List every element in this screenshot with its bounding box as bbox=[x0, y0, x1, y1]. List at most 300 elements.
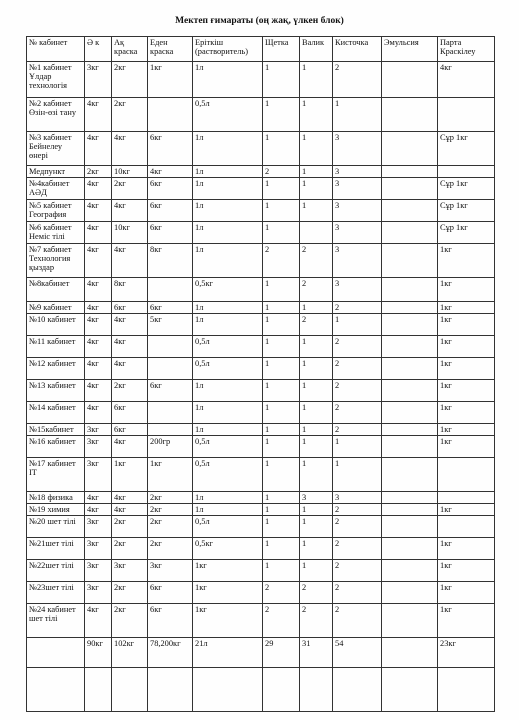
cell-desk-paint: 1кг bbox=[438, 436, 495, 458]
cell-roller: 1 bbox=[300, 98, 333, 132]
cell-desk-paint: 1кг bbox=[438, 314, 495, 336]
cell-white-paint: 2кг bbox=[112, 178, 148, 200]
cell-emulsion bbox=[382, 358, 438, 380]
cell-roller: 1 bbox=[300, 458, 333, 492]
cell-solvent: 1л bbox=[193, 200, 263, 222]
cell-brush: 29 bbox=[263, 638, 300, 668]
cell-cabinet: №24 кабинет шет тілі bbox=[27, 604, 85, 638]
table-row bbox=[27, 560, 495, 582]
cell-cabinet: №7 кабинет Технология қыздар bbox=[27, 244, 85, 278]
cell-emulsion bbox=[382, 98, 438, 132]
cell-floor-paint: 2кг bbox=[148, 516, 193, 538]
cell-solvent: 1л bbox=[193, 62, 263, 98]
cell-solvent: 1л bbox=[193, 424, 263, 436]
cell-cabinet: №18 физика bbox=[27, 492, 85, 504]
cell-emulsion bbox=[382, 638, 438, 668]
cell-floor-paint bbox=[148, 424, 193, 436]
cell-roller: 1 bbox=[300, 302, 333, 314]
cell-roller: 1 bbox=[300, 200, 333, 222]
cell-brush: 1 bbox=[263, 380, 300, 402]
table-row bbox=[27, 424, 495, 436]
cell-desk-paint bbox=[438, 492, 495, 504]
cell-cabinet: №16 кабинет bbox=[27, 436, 85, 458]
cell-cabinet: №19 химия bbox=[27, 504, 85, 516]
cell-brush: 1 bbox=[263, 62, 300, 98]
cell-paintbrush: 2 bbox=[333, 302, 382, 314]
cell-brush: 1 bbox=[263, 178, 300, 200]
cell-white-paint: 6кг bbox=[112, 424, 148, 436]
cell-white-paint: 4кг bbox=[112, 358, 148, 380]
cell-floor-paint: 6кг bbox=[148, 604, 193, 638]
header-solvent: Еріткіш (растворитель) bbox=[193, 37, 263, 62]
cell-brush: 1 bbox=[263, 538, 300, 560]
cell-white-paint: 10кг bbox=[112, 222, 148, 244]
cell-cabinet: №23шет тілі bbox=[27, 582, 85, 604]
table-row bbox=[27, 336, 495, 358]
cell-white-paint: 2кг bbox=[112, 604, 148, 638]
cell-ak: 4кг bbox=[85, 200, 112, 222]
cell-white-paint: 1кг bbox=[112, 458, 148, 492]
cell-solvent: 0,5л bbox=[193, 436, 263, 458]
inventory-table bbox=[26, 36, 495, 712]
cell-roller: 2 bbox=[300, 604, 333, 638]
cell-ak: 3кг bbox=[85, 538, 112, 560]
cell-cabinet: №17 кабинет IT bbox=[27, 458, 85, 492]
cell-solvent: 1кг bbox=[193, 604, 263, 638]
cell-emulsion bbox=[382, 504, 438, 516]
cell-paintbrush: 2 bbox=[333, 380, 382, 402]
cell-white-paint: 6кг bbox=[112, 402, 148, 424]
cell-ak: 4кг bbox=[85, 244, 112, 278]
cell-desk-paint: 1кг bbox=[438, 278, 495, 302]
cell-roller: 2 bbox=[300, 244, 333, 278]
cell-white-paint: 102кг bbox=[112, 638, 148, 668]
cell-floor-paint: 6кг bbox=[148, 222, 193, 244]
table-row bbox=[27, 458, 495, 492]
cell-desk-paint: 23кг bbox=[438, 638, 495, 668]
cell-floor-paint: 4кг bbox=[148, 166, 193, 178]
cell-floor-paint: 6кг bbox=[148, 178, 193, 200]
cell-ak: 4кг bbox=[85, 492, 112, 504]
cell-emulsion bbox=[382, 62, 438, 98]
cell-solvent: 0,5л bbox=[193, 516, 263, 538]
cell-white-paint: 4кг bbox=[112, 492, 148, 504]
cell-solvent: 1л bbox=[193, 302, 263, 314]
cell-roller: 1 bbox=[300, 62, 333, 98]
cell-brush: 1 bbox=[263, 314, 300, 336]
cell-roller: 2 bbox=[300, 314, 333, 336]
cell-ak: 4кг bbox=[85, 336, 112, 358]
cell-ak: 3кг bbox=[85, 436, 112, 458]
cell-desk-paint bbox=[438, 668, 495, 712]
cell-roller: 1 bbox=[300, 178, 333, 200]
cell-roller: 1 bbox=[300, 504, 333, 516]
cell-ak: 4кг bbox=[85, 604, 112, 638]
cell-white-paint: 10кг bbox=[112, 166, 148, 178]
cell-paintbrush: 2 bbox=[333, 336, 382, 358]
cell-cabinet: №2 кабинет Өзін-өзі тану bbox=[27, 98, 85, 132]
cell-ak: 3кг bbox=[85, 516, 112, 538]
table-row bbox=[27, 492, 495, 504]
cell-brush: 1 bbox=[263, 458, 300, 492]
cell-ak: 4кг bbox=[85, 278, 112, 302]
header-paintbrush: Кисточка bbox=[333, 37, 382, 62]
cell-white-paint: 2кг bbox=[112, 538, 148, 560]
cell-paintbrush: 3 bbox=[333, 492, 382, 504]
cell-white-paint bbox=[112, 668, 148, 712]
cell-cabinet: №9 кабинет bbox=[27, 302, 85, 314]
cell-desk-paint: 1кг bbox=[438, 380, 495, 402]
cell-floor-paint bbox=[148, 668, 193, 712]
cell-ak: 4кг bbox=[85, 504, 112, 516]
cell-paintbrush: 1 bbox=[333, 314, 382, 336]
cell-cabinet: №14 кабинет bbox=[27, 402, 85, 424]
cell-cabinet: №13 кабинет bbox=[27, 380, 85, 402]
cell-brush: 1 bbox=[263, 504, 300, 516]
cell-roller: 1 bbox=[300, 402, 333, 424]
cell-ak: 4кг bbox=[85, 314, 112, 336]
cell-floor-paint: 6кг bbox=[148, 302, 193, 314]
cell-solvent: 1л bbox=[193, 244, 263, 278]
cell-floor-paint: 200гр bbox=[148, 436, 193, 458]
cell-solvent: 1л bbox=[193, 380, 263, 402]
cell-desk-paint: Сұр 1кг bbox=[438, 222, 495, 244]
header-white-paint: Ақ краска bbox=[112, 37, 148, 62]
cell-brush: 2 bbox=[263, 582, 300, 604]
cell-roller: 1 bbox=[300, 538, 333, 560]
cell-white-paint: 2кг bbox=[112, 98, 148, 132]
table-row bbox=[27, 302, 495, 314]
cell-solvent: 1кг bbox=[193, 582, 263, 604]
cell-floor-paint: 6кг bbox=[148, 582, 193, 604]
table-row bbox=[27, 200, 495, 222]
cell-solvent: 1л bbox=[193, 492, 263, 504]
cell-desk-paint: 1кг bbox=[438, 504, 495, 516]
table-header-row bbox=[27, 37, 495, 62]
cell-ak: 2кг bbox=[85, 166, 112, 178]
cell-floor-paint: 6кг bbox=[148, 380, 193, 402]
cell-cabinet: №15кабинет bbox=[27, 424, 85, 436]
cell-ak: 4кг bbox=[85, 380, 112, 402]
cell-emulsion bbox=[382, 314, 438, 336]
cell-paintbrush: 2 bbox=[333, 582, 382, 604]
cell-paintbrush: 2 bbox=[333, 516, 382, 538]
cell-emulsion bbox=[382, 222, 438, 244]
header-emulsion: Эмульсия bbox=[382, 37, 438, 62]
cell-floor-paint bbox=[148, 402, 193, 424]
cell-cabinet: №3 кабинет Бейнелеу өнері bbox=[27, 132, 85, 166]
cell-emulsion bbox=[382, 668, 438, 712]
table-row bbox=[27, 538, 495, 560]
cell-floor-paint bbox=[148, 98, 193, 132]
cell-desk-paint: 1кг bbox=[438, 538, 495, 560]
cell-brush: 1 bbox=[263, 516, 300, 538]
cell-emulsion bbox=[382, 538, 438, 560]
cell-solvent: 0,5кг bbox=[193, 538, 263, 560]
cell-emulsion bbox=[382, 604, 438, 638]
cell-roller: 2 bbox=[300, 278, 333, 302]
table-row bbox=[27, 62, 495, 98]
table-row bbox=[27, 314, 495, 336]
cell-emulsion bbox=[382, 458, 438, 492]
cell-floor-paint bbox=[148, 278, 193, 302]
cell-white-paint: 4кг bbox=[112, 132, 148, 166]
cell-floor-paint: 78,200кг bbox=[148, 638, 193, 668]
cell-emulsion bbox=[382, 402, 438, 424]
cell-ak: 3кг bbox=[85, 458, 112, 492]
cell-paintbrush: 2 bbox=[333, 424, 382, 436]
cell-roller bbox=[300, 668, 333, 712]
document-title: Мектеп ғимараты (оң жақ, үлкен блок) bbox=[175, 16, 344, 26]
cell-solvent: 1л bbox=[193, 178, 263, 200]
cell-roller: 31 bbox=[300, 638, 333, 668]
cell-solvent: 1л bbox=[193, 402, 263, 424]
cell-brush bbox=[263, 668, 300, 712]
cell-paintbrush: 3 bbox=[333, 244, 382, 278]
cell-white-paint: 8кг bbox=[112, 278, 148, 302]
cell-roller: 1 bbox=[300, 380, 333, 402]
cell-paintbrush: 2 bbox=[333, 604, 382, 638]
cell-ak: 4кг bbox=[85, 98, 112, 132]
cell-cabinet: №10 кабинет bbox=[27, 314, 85, 336]
cell-ak: 3кг bbox=[85, 62, 112, 98]
cell-solvent: 0,5л bbox=[193, 336, 263, 358]
cell-brush: 1 bbox=[263, 222, 300, 244]
cell-desk-paint bbox=[438, 166, 495, 178]
cell-roller: 3 bbox=[300, 492, 333, 504]
cell-brush: 2 bbox=[263, 166, 300, 178]
cell-ak: 3кг bbox=[85, 424, 112, 436]
cell-emulsion bbox=[382, 178, 438, 200]
cell-cabinet: №22шет тілі bbox=[27, 560, 85, 582]
cell-paintbrush: 1 bbox=[333, 98, 382, 132]
cell-roller: 1 bbox=[300, 336, 333, 358]
cell-white-paint: 4кг bbox=[112, 436, 148, 458]
cell-emulsion bbox=[382, 582, 438, 604]
header-desk-paint: Парта Краскілеу bbox=[438, 37, 495, 62]
cell-solvent: 1л bbox=[193, 314, 263, 336]
cell-solvent: 0,5л bbox=[193, 458, 263, 492]
cell-roller: 2 bbox=[300, 582, 333, 604]
cell-cabinet: №21шет тілі bbox=[27, 538, 85, 560]
cell-paintbrush: 3 bbox=[333, 200, 382, 222]
cell-brush: 1 bbox=[263, 402, 300, 424]
cell-paintbrush bbox=[333, 668, 382, 712]
header-floor-paint: Еден краска bbox=[148, 37, 193, 62]
cell-brush: 1 bbox=[263, 436, 300, 458]
cell-paintbrush: 2 bbox=[333, 560, 382, 582]
header-brush: Щетка bbox=[263, 37, 300, 62]
cell-floor-paint bbox=[148, 336, 193, 358]
table-row bbox=[27, 166, 495, 178]
table-row bbox=[27, 668, 495, 712]
cell-emulsion bbox=[382, 424, 438, 436]
table-row bbox=[27, 380, 495, 402]
cell-solvent: 0,5л bbox=[193, 98, 263, 132]
cell-white-paint: 4кг bbox=[112, 200, 148, 222]
table-row bbox=[27, 402, 495, 424]
cell-desk-paint: 1кг bbox=[438, 582, 495, 604]
cell-white-paint: 2кг bbox=[112, 380, 148, 402]
cell-emulsion bbox=[382, 336, 438, 358]
cell-cabinet: №1 кабинет Ұлдар технологія bbox=[27, 62, 85, 98]
cell-brush: 1 bbox=[263, 358, 300, 380]
cell-ak: 4кг bbox=[85, 178, 112, 200]
cell-desk-paint: 4кг bbox=[438, 62, 495, 98]
cell-roller: 1 bbox=[300, 560, 333, 582]
cell-floor-paint: 2кг bbox=[148, 492, 193, 504]
cell-brush: 1 bbox=[263, 336, 300, 358]
cell-white-paint: 6кг bbox=[112, 302, 148, 314]
cell-roller: 1 bbox=[300, 132, 333, 166]
cell-paintbrush: 3 bbox=[333, 132, 382, 166]
table-row bbox=[27, 222, 495, 244]
header-roller: Валик bbox=[300, 37, 333, 62]
cell-floor-paint: 6кг bbox=[148, 200, 193, 222]
cell-roller: 1 bbox=[300, 516, 333, 538]
cell-emulsion bbox=[382, 200, 438, 222]
cell-ak: 4кг bbox=[85, 222, 112, 244]
cell-emulsion bbox=[382, 132, 438, 166]
cell-cabinet: №12 кабинет bbox=[27, 358, 85, 380]
cell-floor-paint bbox=[148, 358, 193, 380]
cell-emulsion bbox=[382, 166, 438, 178]
table-row bbox=[27, 278, 495, 302]
cell-desk-paint: Сұр 1кг bbox=[438, 132, 495, 166]
cell-floor-paint: 1кг bbox=[148, 62, 193, 98]
cell-emulsion bbox=[382, 278, 438, 302]
cell-ak: 4кг bbox=[85, 132, 112, 166]
cell-brush: 1 bbox=[263, 98, 300, 132]
cell-brush: 1 bbox=[263, 278, 300, 302]
cell-floor-paint: 1кг bbox=[148, 458, 193, 492]
cell-roller: 1 bbox=[300, 424, 333, 436]
cell-floor-paint: 5кг bbox=[148, 314, 193, 336]
cell-white-paint: 2кг bbox=[112, 582, 148, 604]
cell-ak bbox=[85, 668, 112, 712]
cell-white-paint: 4кг bbox=[112, 314, 148, 336]
cell-cabinet: №11 кабинет bbox=[27, 336, 85, 358]
cell-desk-paint: Сұр 1кг bbox=[438, 200, 495, 222]
cell-brush: 1 bbox=[263, 560, 300, 582]
cell-cabinet bbox=[27, 668, 85, 712]
cell-brush: 2 bbox=[263, 604, 300, 638]
cell-brush: 1 bbox=[263, 492, 300, 504]
cell-paintbrush: 2 bbox=[333, 402, 382, 424]
cell-roller: 1 bbox=[300, 166, 333, 178]
cell-white-paint: 4кг bbox=[112, 504, 148, 516]
cell-white-paint: 4кг bbox=[112, 244, 148, 278]
cell-paintbrush: 1 bbox=[333, 436, 382, 458]
cell-ak: 4кг bbox=[85, 302, 112, 314]
cell-desk-paint: 1кг bbox=[438, 302, 495, 314]
cell-desk-paint bbox=[438, 458, 495, 492]
table-row bbox=[27, 504, 495, 516]
cell-solvent bbox=[193, 668, 263, 712]
cell-brush: 1 bbox=[263, 132, 300, 166]
cell-emulsion bbox=[382, 560, 438, 582]
cell-paintbrush: 2 bbox=[333, 62, 382, 98]
cell-roller: 1 bbox=[300, 436, 333, 458]
cell-emulsion bbox=[382, 492, 438, 504]
cell-floor-paint: 8кг bbox=[148, 244, 193, 278]
cell-floor-paint: 3кг bbox=[148, 560, 193, 582]
cell-solvent: 1л bbox=[193, 166, 263, 178]
cell-roller bbox=[300, 222, 333, 244]
cell-desk-paint: 1кг bbox=[438, 358, 495, 380]
cell-desk-paint: 1кг bbox=[438, 560, 495, 582]
cell-solvent: 0,5кг bbox=[193, 278, 263, 302]
cell-cabinet: №5 кабинет География bbox=[27, 200, 85, 222]
cell-desk-paint: Сұр 1кг bbox=[438, 178, 495, 200]
table-row bbox=[27, 516, 495, 538]
cell-ak: 3кг bbox=[85, 560, 112, 582]
cell-cabinet: №8кабинет bbox=[27, 278, 85, 302]
cell-cabinet: Медпункт bbox=[27, 166, 85, 178]
cell-emulsion bbox=[382, 244, 438, 278]
cell-white-paint: 2кг bbox=[112, 62, 148, 98]
cell-paintbrush: 54 bbox=[333, 638, 382, 668]
cell-solvent: 1кг bbox=[193, 560, 263, 582]
cell-ak: 90кг bbox=[85, 638, 112, 668]
table-row bbox=[27, 604, 495, 638]
cell-brush: 1 bbox=[263, 424, 300, 436]
table-row bbox=[27, 582, 495, 604]
cell-solvent: 1л bbox=[193, 132, 263, 166]
cell-desk-paint: 1кг bbox=[438, 424, 495, 436]
cell-paintbrush: 2 bbox=[333, 358, 382, 380]
cell-cabinet bbox=[27, 638, 85, 668]
cell-desk-paint: 1кг bbox=[438, 336, 495, 358]
cell-solvent: 1л bbox=[193, 222, 263, 244]
cell-emulsion bbox=[382, 436, 438, 458]
table-row bbox=[27, 178, 495, 200]
cell-cabinet: №4кабинет АӘД bbox=[27, 178, 85, 200]
cell-solvent: 21л bbox=[193, 638, 263, 668]
table-row bbox=[27, 244, 495, 278]
cell-white-paint: 4кг bbox=[112, 336, 148, 358]
cell-floor-paint: 6кг bbox=[148, 132, 193, 166]
cell-cabinet: №20 шет тілі bbox=[27, 516, 85, 538]
cell-white-paint: 3кг bbox=[112, 560, 148, 582]
cell-paintbrush: 2 bbox=[333, 504, 382, 516]
cell-emulsion bbox=[382, 380, 438, 402]
cell-ak: 4кг bbox=[85, 358, 112, 380]
cell-brush: 1 bbox=[263, 302, 300, 314]
table-row bbox=[27, 132, 495, 166]
cell-emulsion bbox=[382, 516, 438, 538]
cell-ak: 3кг bbox=[85, 582, 112, 604]
cell-solvent: 1л bbox=[193, 504, 263, 516]
cell-paintbrush: 3 bbox=[333, 166, 382, 178]
table-row bbox=[27, 358, 495, 380]
cell-brush: 1 bbox=[263, 200, 300, 222]
cell-floor-paint: 2кг bbox=[148, 538, 193, 560]
cell-desk-paint: 1кг bbox=[438, 604, 495, 638]
cell-paintbrush: 3 bbox=[333, 222, 382, 244]
cell-desk-paint bbox=[438, 516, 495, 538]
cell-desk-paint bbox=[438, 98, 495, 132]
table-row bbox=[27, 98, 495, 132]
header-ak: Ә к bbox=[85, 37, 112, 62]
cell-ak: 4кг bbox=[85, 402, 112, 424]
cell-paintbrush: 2 bbox=[333, 538, 382, 560]
cell-white-paint: 2кг bbox=[112, 516, 148, 538]
cell-floor-paint: 2кг bbox=[148, 504, 193, 516]
totals-row bbox=[27, 638, 495, 668]
cell-cabinet: №6 кабинет Неміс тілі bbox=[27, 222, 85, 244]
cell-desk-paint: 1кг bbox=[438, 402, 495, 424]
